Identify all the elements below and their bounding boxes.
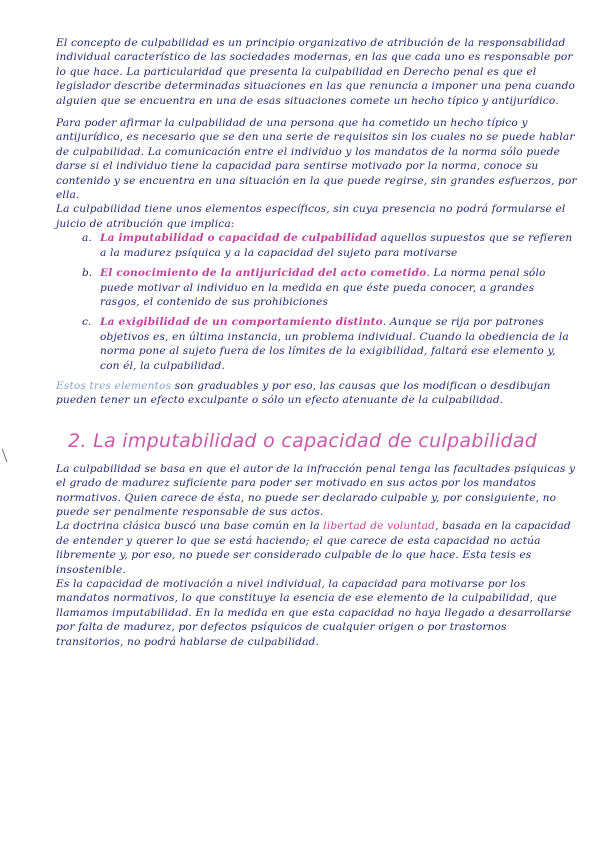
paragraph-motivation-capacity: Es la capacidad de motivación a nivel individual, la capacidad para motivarse por los mandatos normativos, lo que constituye la esencia de ese elemento de la culpabilidad, que llamamos imputabilidad. En la medida en que esta capacidad no haya llegado a desarrollarse por falta de madurez, por defectos psíquicos de cualquier origen o por trastornos transitorios, no podrá hablarse de culpabilidad. (56, 578, 572, 648)
paragraph-concept: El concepto de culpabilidad es un principio organizativo de atribución de la responsabilidad individual característico de las sociedades modernas, en las que cada uno es responsable por lo que hace. La particularidad que presenta la culpabilidad en Derecho penal es que el legislador describe determinadas situaciones en las que renuncia a imponer una pena cuando alguien que se encuentra en una de esas situaciones comete un hecho típico y antijurídico. (56, 37, 576, 107)
element-title: La imputabilidad o capacidad de culpabilidad (100, 232, 378, 245)
faded-phrase: Estos tres elementos (56, 379, 172, 392)
margin-pen-mark (2, 448, 10, 462)
list-item (82, 231, 577, 260)
paragraph-imputability-basis: La culpabilidad se basa en que el autor de la infracción penal tenga las facultades psíquicas y el grado de madurez suficiente para poder ser motivado en sus actos por los mandatos normativos. Quien carece de ésta, no puede ser declarado culpable y, por consiguiente, no puede ser penalmente responsable de sus actos. (56, 462, 576, 518)
highlighted-term: libertad de voluntad (323, 520, 436, 533)
section-heading: 2. La imputabilidad o capacidad de culpabilidad (68, 429, 538, 452)
list-marker: c. (82, 316, 92, 329)
list-marker: b. (82, 267, 93, 280)
paragraph-graduables (56, 379, 577, 408)
list-item (82, 266, 577, 309)
element-text: . Aunque se rija por patrones objetivos es, en última instancia, un problema individual. Cuando la obediencia de la norma pone al sujeto fuera de los límites de la exigibilidad, faltará ese elemento y, con él, la culpabilidad. (100, 316, 569, 372)
element-title: La exigibilidad de un comportamiento distinto (100, 316, 383, 329)
doctrine-text-start: La doctrina clásica buscó una base común en la (56, 520, 324, 533)
element-title: El conocimiento de la antijuricidad del acto cometido (100, 267, 427, 280)
doctrine-text-end: , basada en la capacidad de entender y querer lo que se está haciendo; el que carece de esta capacidad no actúa libremente y, por eso, no puede ser considerado culpable de lo que hace. Esta tesis es insostenible. (56, 520, 571, 576)
element-text: aquellos supuestos que se refieren a la madurez psíquica y a la capacidad del sujeto para motivarse (100, 232, 573, 259)
paragraph-graduables-text: son graduables y por eso, las causas que los modifican o desdibujan pueden tener un efecto exculpante o sólo un efecto atenuante de la culpabilidad. (56, 379, 551, 407)
element-text: . La norma penal sólo puede motivar al individuo en la medida en que éste pueda conocer, a grandes rasgos, el contenido de sus prohibiciones (100, 267, 546, 308)
elements-list (56, 231, 577, 373)
list-marker: a. (82, 232, 92, 245)
list-item (82, 315, 577, 373)
paragraph-elements-intro: La culpabilidad tiene unos elementos específicos, sin cuya presencia no podrá formularse el juicio de atribución que implica: (56, 203, 566, 230)
paragraph-requirements: Para poder afirmar la culpabilidad de una persona que ha cometido un hecho típico y antijurídico, es necesario que se den una serie de requisitos sin los cuales no se puede hablar de culpabilidad. La comunicación entre el individuo y los mandatos de la norma sólo puede darse si el individuo tiene la capacidad para sentirse motivado por la norma, conoce su contenido y se encuentra en una situación en la que puede regirse, sin grandes esfuerzos, por ella. (56, 117, 577, 202)
paragraph-classic-doctrine (56, 519, 577, 577)
